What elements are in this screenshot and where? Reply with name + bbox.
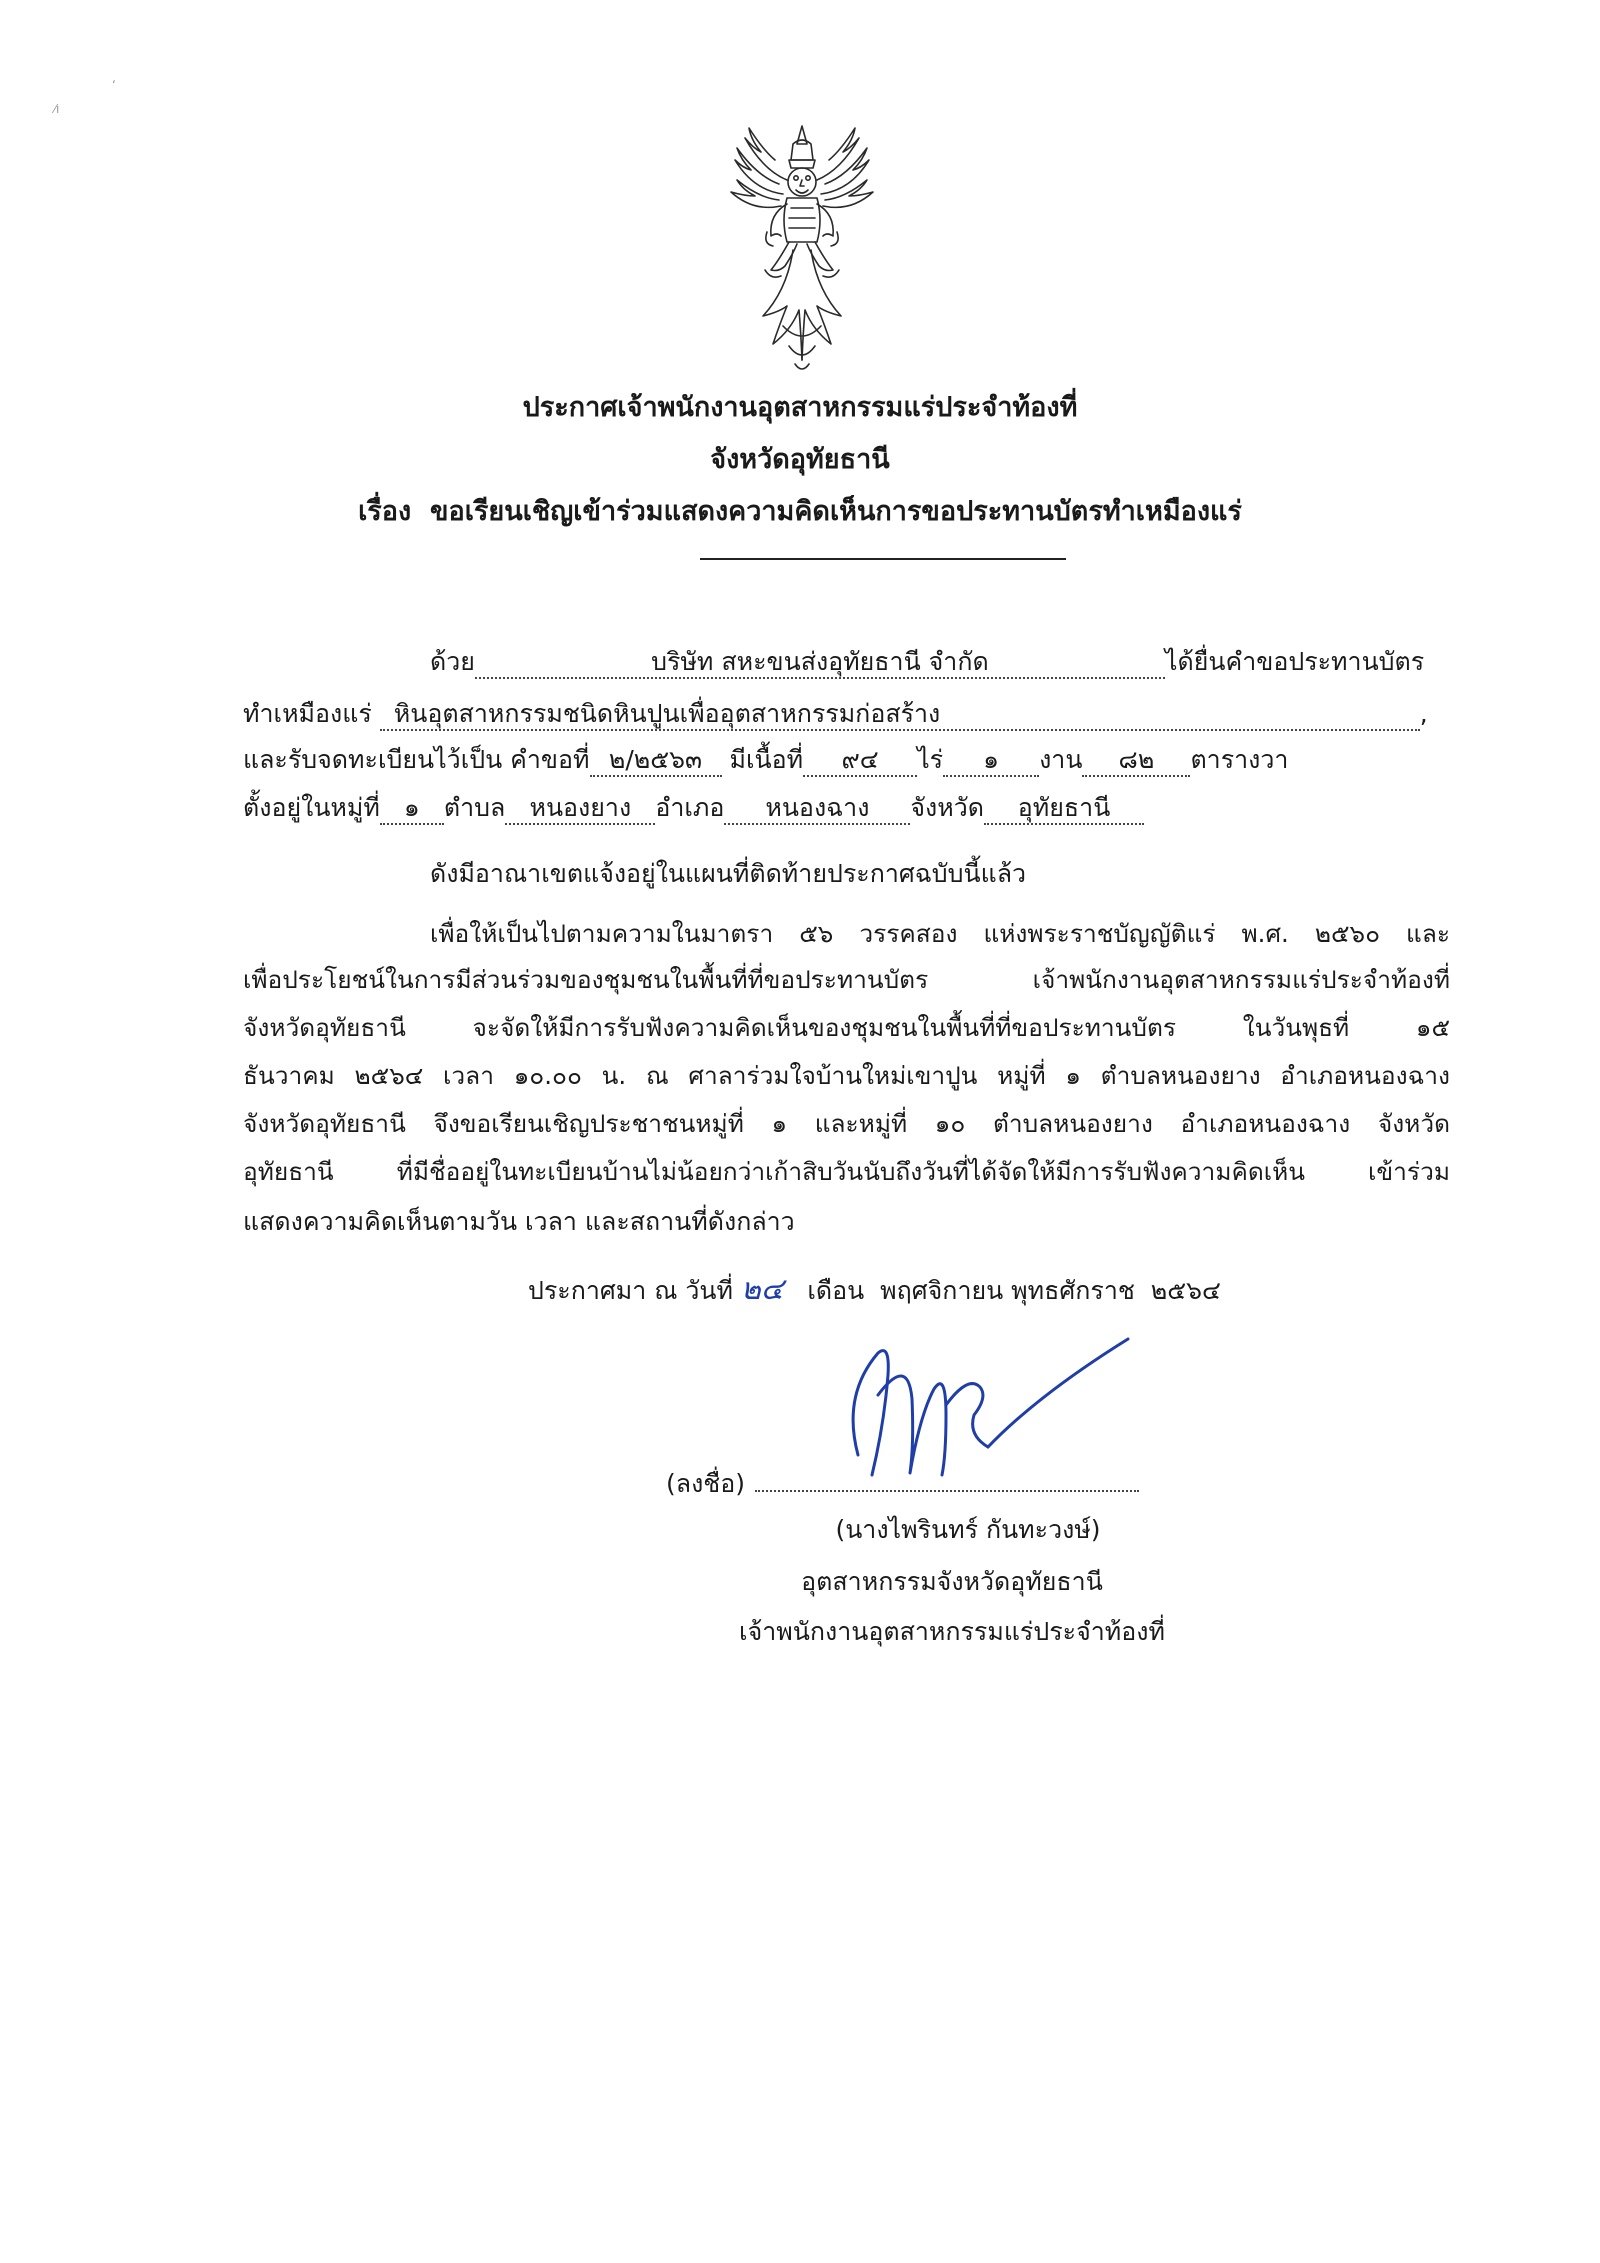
signatory-name: (นางไพรินทร์ กันทะวงษ์)	[835, 1515, 1101, 1544]
tambon-field: หนองยาง	[505, 793, 655, 825]
by-label: ด้วย	[430, 647, 475, 676]
mineral-field: หินอุตสาหกรรมชนิดหินปูนเพื่ออุตสาหกรรมก่อสร้าง	[380, 699, 1420, 731]
form-line-mineral	[243, 696, 1428, 732]
paragraph-line: จังหวัดอุทัยธานี จึงขอเรียนเชิญประชาชนหมู่ที่ ๑ และหมู่ที่ ๑๐ ตำบลหนองยาง อำเภอหนองฉาง จังหวัด	[243, 1109, 1450, 1138]
sign-label: (ลงชื่อ)	[666, 1469, 746, 1498]
request-no-field: ๒/๒๕๖๓	[590, 745, 722, 777]
paragraph-line: เพื่อประโยชน์ในการมีส่วนร่วมของชุมชนในพื้นที่ที่ขอประทานบัตร เจ้าพนักงานอุตสาหกรรมแร่ประจำท้องที่	[243, 965, 1450, 994]
form-line-applicant	[430, 644, 1424, 680]
paragraph-last-line: แสดงความคิดเห็นตามวัน เวลา และสถานที่ดังกล่าว	[243, 1207, 795, 1236]
form-line-request	[243, 742, 1288, 778]
located-label: ตั้งอยู่ในหมู่ที่	[243, 793, 380, 822]
registered-label: และรับจดทะเบียนไว้เป็น คำขอที่	[243, 745, 590, 774]
form-line-location	[243, 790, 1144, 826]
map-sentence: ดังมีอาณาเขตแจ้งอยู่ในแผนที่ติดท้ายประกาศฉบับนี้แล้ว	[430, 859, 1027, 888]
promulgation-day: ๒๔	[740, 1272, 784, 1307]
document-province: จังหวัดอุทัยธานี	[710, 444, 890, 475]
province-field: อุทัยธานี	[984, 793, 1144, 825]
signatory-position-2: เจ้าพนักงานอุตสาหกรรมแร่ประจำท้องที่	[739, 1617, 1165, 1646]
signature-line	[666, 1466, 1139, 1502]
province-label: จังหวัด	[910, 793, 985, 822]
paragraph-line: จังหวัดอุทัยธานี จะจัดให้มีการรับฟังความคิดเห็นของชุมชนในพื้นที่ที่ขอประทานบัตร ในวันพุธที่ ๑๕	[243, 1013, 1450, 1042]
ngan-field: ๑	[943, 745, 1039, 777]
promulgation-line	[528, 1272, 1221, 1309]
document-title: ประกาศเจ้าพนักงานอุตสาหกรรมแร่ประจำท้องที่	[522, 392, 1078, 423]
month-label: เดือน	[807, 1276, 865, 1305]
promulgation-year: ๒๕๖๔	[1150, 1276, 1221, 1305]
mining-label: ทำเหมืองแร่	[243, 699, 372, 728]
moo-field: ๑	[380, 793, 444, 825]
paragraph-line: เพื่อให้เป็นไปตามความในมาตรา ๕๖ วรรคสอง แห่งพระราชบัญญัติแร่ พ.ศ. ๒๕๖๐ และ	[430, 919, 1450, 948]
tambon-label: ตำบล	[443, 793, 506, 822]
rai-label: ไร่	[917, 745, 944, 774]
signature-dotted-line	[755, 1490, 1139, 1492]
document-subject	[0, 492, 1600, 532]
garuda-emblem-icon	[723, 120, 881, 380]
mineral-end: ,	[1419, 699, 1428, 728]
scan-speck: ʻ	[112, 78, 116, 92]
ngan-label: งาน	[1039, 745, 1083, 774]
subject-label: เรื่อง	[358, 496, 412, 527]
promulgation-month: พฤศจิกายน	[880, 1276, 1004, 1305]
wa-field: ๘๒	[1082, 745, 1190, 777]
promulgation-label: ประกาศมา ณ วันที่	[528, 1276, 733, 1305]
wa-label: ตารางวา	[1190, 745, 1289, 774]
signatory-position-1: อุตสาหกรรมจังหวัดอุทัยธานี	[801, 1567, 1103, 1596]
paragraph-line: อุทัยธานี ที่มีชื่ออยู่ในทะเบียนบ้านไม่น้อยกว่าเก้าสิบวันนับถึงวันที่ได้จัดให้มีการรับฟังความคิดเห็น เข้าร่วม	[243, 1157, 1450, 1186]
rai-field: ๙๔	[803, 745, 917, 777]
paragraph-line: ธันวาคม ๒๕๖๔ เวลา ๑๐.๐๐ น. ณ ศาลาร่วมใจบ้านใหม่เขาปูน หมู่ที่ ๑ ตำบลหนองยาง อำเภอหนองฉาง	[243, 1061, 1450, 1090]
amphoe-label: อำเภอ	[655, 793, 725, 822]
area-label: มีเนื้อที่	[729, 745, 804, 774]
title-underline	[700, 558, 1066, 560]
amphoe-field: หนองฉาง	[724, 793, 910, 825]
filed-text: ได้ยื่นคำขอประทานบัตร	[1164, 647, 1425, 676]
company-field: บริษัท สหะขนส่งอุทัยธานี จำกัด	[475, 647, 1165, 679]
scan-speck: ⁄ı	[54, 102, 60, 116]
subject-text: ขอเรียนเชิญเข้าร่วมแสดงความคิดเห็นการขอประทานบัตรทำเหมืองแร่	[430, 496, 1242, 527]
year-label: พุทธศักราช	[1011, 1276, 1135, 1305]
